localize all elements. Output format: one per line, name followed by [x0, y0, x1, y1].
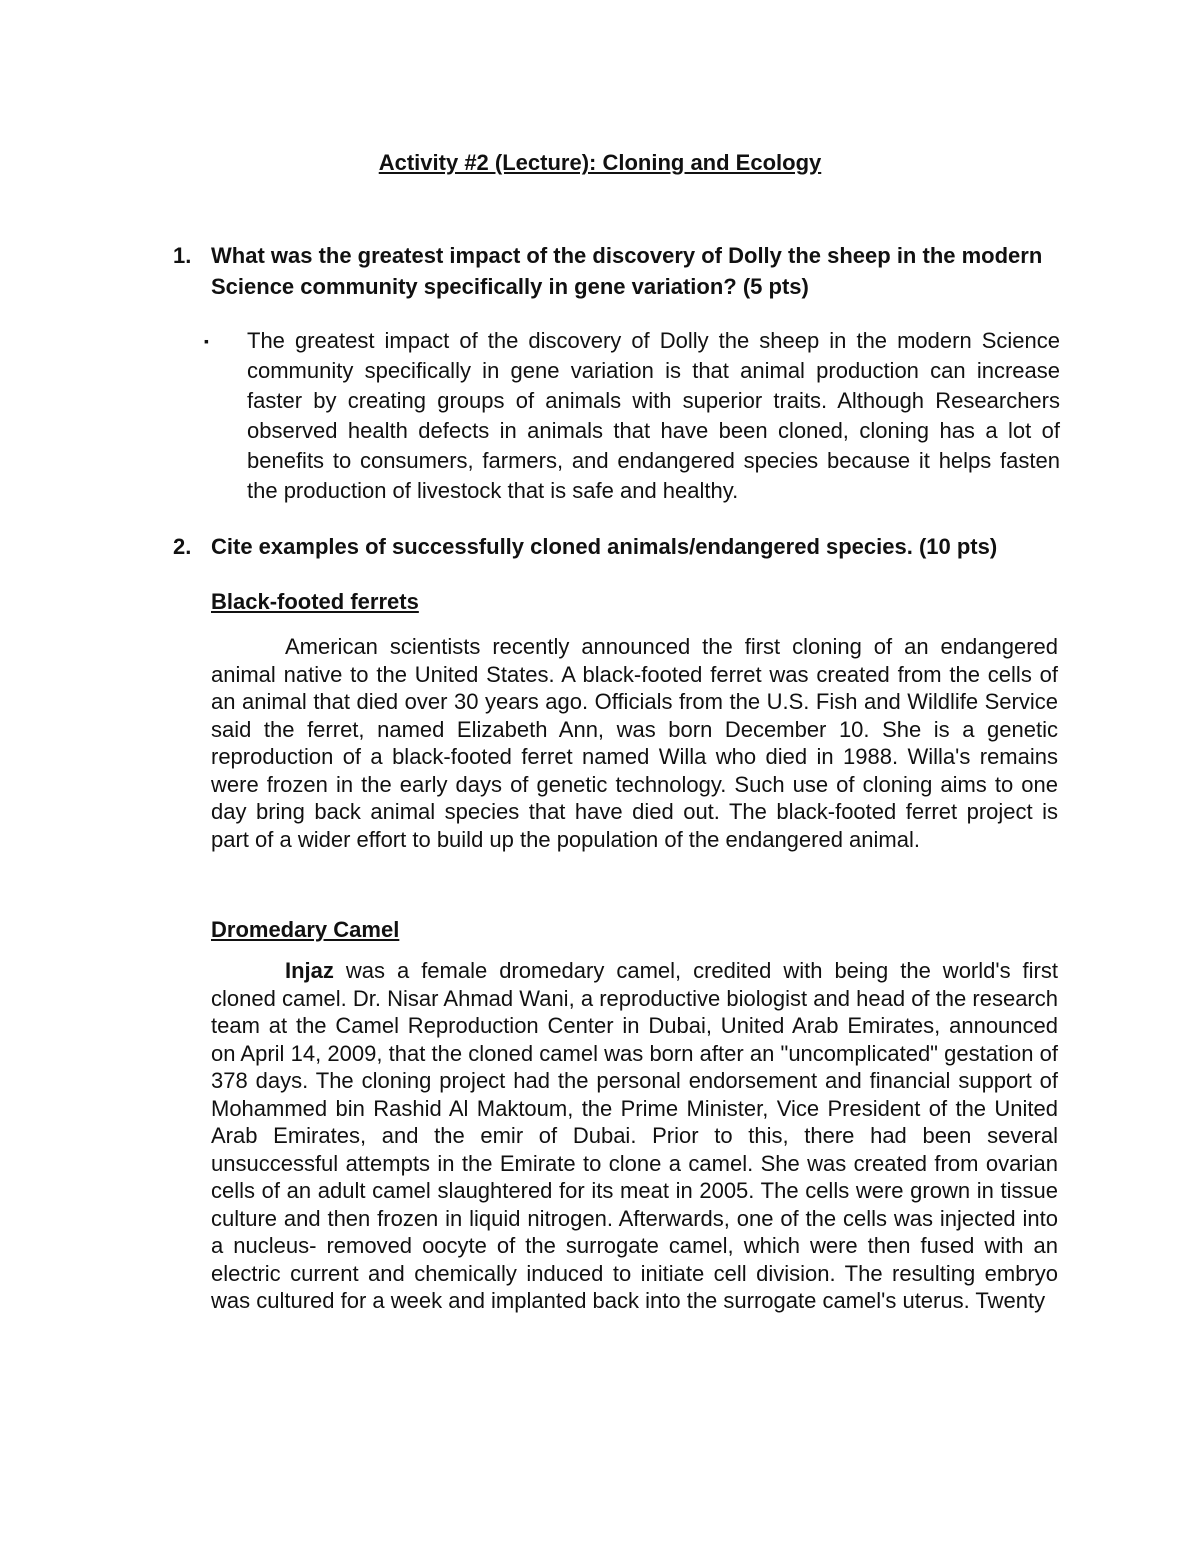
question-number: 2.: [173, 534, 192, 559]
document-title: Activity #2 (Lecture): Cloning and Ecology: [378, 150, 822, 175]
square-bullet-icon: ▪: [204, 333, 209, 349]
paragraph-lead-term: Injaz: [285, 958, 334, 983]
answer-1-bullet-item: [204, 326, 1060, 506]
question-2: [173, 531, 1073, 562]
paragraph-body: American scientists recently announced the first cloning of an endangered animal native to the United States. A black-footed ferret was created from the cells of an animal that died over 30 years ago. Officials from the U.S. Fish and Wildlife Service said the ferret, named Elizabeth Ann, was born December 10. She is a genetic reproduction of a black-footed ferret named Willa who died in 1988. Willa's remains were frozen in the early days of genetic technology. Such use of cloning aims to one day bring back animal species that have died out. The black-footed ferret project is part of a wider effort to build up the population of the endangered animal.: [211, 634, 1058, 852]
paragraph-body: was a female dromedary camel, credited with being the world's first cloned camel. Dr. Nisar Ahmad Wani, a reproductive biologist and head of the research team at the Camel Reproduction Center in Dubai, United Arab Emirates, announced on April 14, 2009, that the cloned camel was born after an "uncomplicated" gestation of 378 days. The cloning project had the personal endorsement and financial support of Mohammed bin Rashid Al Maktoum, the Prime Minister, Vice President of the United Arab Emirates, and the emir of Dubai. Prior to this, there had been several unsuccessful attempts in the Emirate to clone a camel. She was created from ovarian cells of an adult camel slaughtered for its meat in 2005. The cells were grown in tissue culture and then frozen in liquid nitrogen. Afterwards, one of the cells was injected into a nucleus- removed oocyte of the surrogate camel, which were then fused with an electric current and chemically induced to initiate cell division. The resulting embryo was cultured for a week and implanted back into the surrogate camel's uterus. Twenty: [211, 958, 1058, 1313]
section-heading-ferrets: Black-footed ferrets: [211, 589, 419, 614]
question-number: 1.: [173, 243, 192, 268]
section-heading-camel: Dromedary Camel: [211, 917, 400, 942]
question-1: [173, 240, 1073, 302]
question-text: What was the greatest impact of the discovery of Dolly the sheep in the modern Science community specifically in gene variation? (5 pts): [211, 243, 1043, 299]
answer-1-text: The greatest impact of the discovery of Dolly the sheep in the modern Science community specifically in gene variation is that animal production can increase faster by creating groups of animals with superior traits. Although Researchers observed health defects in animals that have been cloned, cloning has a lot of benefits to consumers, farmers, and endangered species because it helps fasten the production of livestock that is safe and healthy.: [247, 328, 1060, 503]
question-text: Cite examples of successfully cloned animals/endangered species. (10 pts): [211, 534, 998, 559]
section-paragraph-ferrets: [211, 633, 1058, 853]
section-paragraph-camel: [211, 957, 1058, 1315]
